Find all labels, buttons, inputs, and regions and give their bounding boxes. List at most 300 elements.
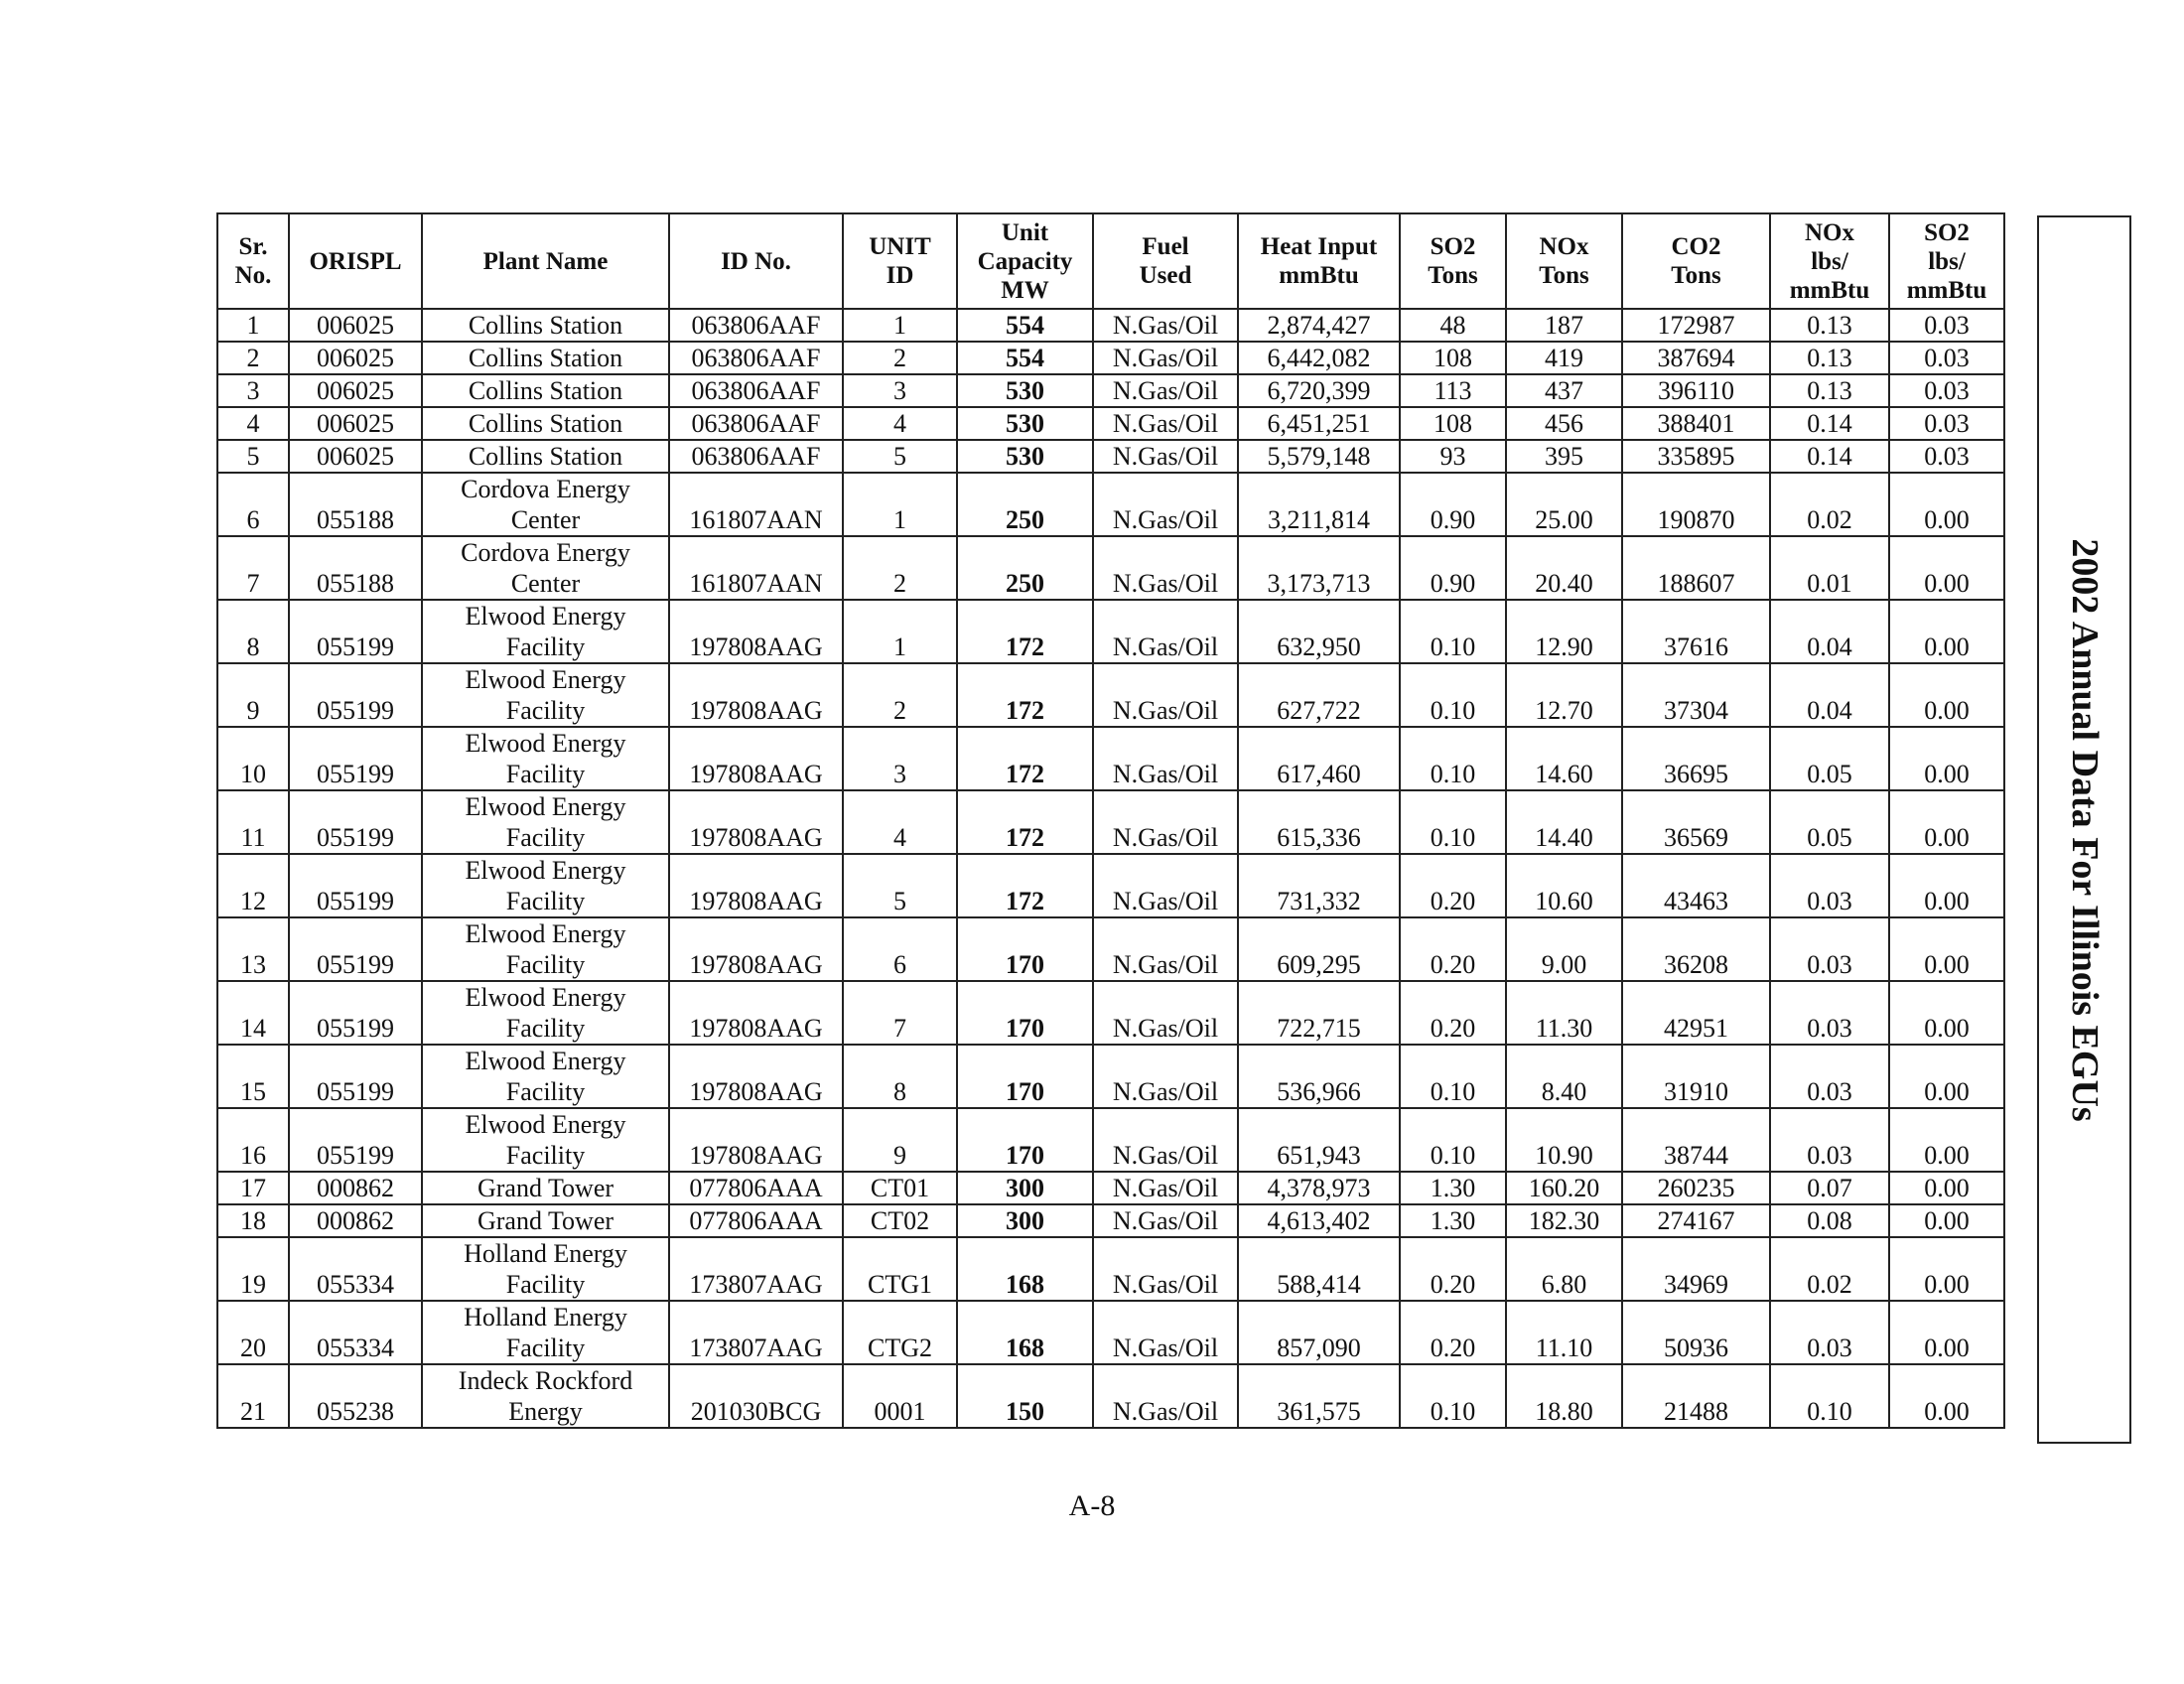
- cell-id-no: [669, 1301, 843, 1364]
- cell-text: 34969: [1664, 1270, 1728, 1299]
- cell-id-no: [669, 727, 843, 790]
- cell-sr-no: [217, 1364, 289, 1428]
- cell-nox-tons: [1506, 374, 1622, 407]
- cell-nox-tons: [1506, 1301, 1622, 1364]
- table-row: [217, 440, 2004, 473]
- column-header-line: ORISPL: [309, 247, 402, 275]
- cell-text: 006025: [317, 311, 394, 340]
- cell-text: Collins Station: [468, 311, 623, 340]
- cell-nox-lbs-mmbtu: [1770, 1301, 1889, 1364]
- cell-unit-capacity-mw: [957, 854, 1093, 917]
- cell-text: 173807AAG: [689, 1333, 823, 1362]
- cell-id-no: [669, 854, 843, 917]
- cell-nox-lbs-mmbtu: [1770, 440, 1889, 473]
- cell-unit-capacity-mw: [957, 1045, 1093, 1108]
- cell-sr-no: [217, 600, 289, 663]
- cell-text: 6.80: [1541, 1270, 1587, 1299]
- cell-text: Facility: [505, 1141, 586, 1170]
- cell-text: Cordova Energy: [461, 475, 630, 503]
- cell-heat-input-mmbtu: [1238, 407, 1400, 440]
- table-row: [217, 1364, 2004, 1428]
- cell-text: N.Gas/Oil: [1112, 696, 1219, 725]
- cell-unit-capacity-mw: [957, 342, 1093, 374]
- cell-nox-tons: [1506, 1204, 1622, 1237]
- table-row: [217, 917, 2004, 981]
- table-row: [217, 374, 2004, 407]
- cell-text: Elwood Energy: [465, 919, 626, 948]
- cell-text: 168: [1006, 1333, 1044, 1362]
- cell-text: 0.02: [1807, 1270, 1852, 1299]
- cell-co2-tons: [1622, 407, 1770, 440]
- column-header-line: Capacity: [977, 247, 1073, 275]
- cell-text: 8: [246, 632, 260, 661]
- cell-text: 530: [1006, 409, 1044, 438]
- cell-so2-lbs-mmbtu: [1889, 981, 2004, 1045]
- cell-text: 13: [240, 950, 266, 979]
- cell-text: 3,173,713: [1267, 569, 1371, 598]
- cell-text: 0.03: [1924, 344, 1970, 372]
- cell-sr-no: [217, 309, 289, 342]
- table-row: [217, 1301, 2004, 1364]
- cell-text: 0.03: [1924, 376, 1970, 405]
- cell-text: Collins Station: [468, 344, 623, 372]
- cell-so2-tons: [1400, 309, 1506, 342]
- cell-id-no: [669, 790, 843, 854]
- column-header-nox-tons: [1506, 213, 1622, 309]
- cell-fuel-used: [1093, 309, 1238, 342]
- cell-orispl: [289, 1172, 422, 1204]
- cell-text: 10: [240, 760, 266, 788]
- cell-text: 170: [1006, 1141, 1044, 1170]
- cell-text: 1: [246, 311, 260, 340]
- cell-so2-tons: [1400, 440, 1506, 473]
- column-header-line: ID No.: [721, 247, 791, 275]
- cell-text: 170: [1006, 1014, 1044, 1043]
- cell-nox-lbs-mmbtu: [1770, 1237, 1889, 1301]
- cell-text: 063806AAF: [691, 344, 821, 372]
- cell-text: 1: [893, 505, 906, 534]
- cell-so2-lbs-mmbtu: [1889, 309, 2004, 342]
- cell-nox-tons: [1506, 981, 1622, 1045]
- cell-unit-id: [843, 727, 957, 790]
- cell-text: N.Gas/Oil: [1112, 760, 1219, 788]
- column-header-line: mmBtu: [1789, 276, 1870, 304]
- cell-so2-tons: [1400, 981, 1506, 1045]
- cell-text: 113: [1433, 376, 1472, 405]
- cell-text: 2: [893, 344, 906, 372]
- cell-text: Holland Energy: [464, 1239, 627, 1268]
- cell-text: Facility: [505, 887, 586, 915]
- cell-fuel-used: [1093, 1108, 1238, 1172]
- cell-sr-no: [217, 1237, 289, 1301]
- cell-unit-capacity-mw: [957, 407, 1093, 440]
- cell-text: 37616: [1664, 632, 1728, 661]
- cell-text: 055188: [317, 505, 394, 534]
- cell-text: N.Gas/Oil: [1112, 950, 1219, 979]
- cell-nox-tons: [1506, 790, 1622, 854]
- cell-unit-id: [843, 1172, 957, 1204]
- column-header-sr-no: [217, 213, 289, 309]
- cell-text: 0.00: [1924, 569, 1970, 598]
- cell-text: 055199: [317, 1141, 394, 1170]
- cell-text: 055199: [317, 823, 394, 852]
- cell-text: 651,943: [1277, 1141, 1361, 1170]
- cell-text: 21: [240, 1397, 266, 1426]
- cell-so2-lbs-mmbtu: [1889, 1204, 2004, 1237]
- cell-text: Indeck Rockford: [458, 1366, 633, 1395]
- column-header-line: Heat Input: [1260, 233, 1378, 260]
- cell-text: Elwood Energy: [465, 729, 626, 758]
- cell-text: 388401: [1657, 409, 1735, 438]
- cell-text: 0.04: [1807, 696, 1852, 725]
- cell-id-no: [669, 600, 843, 663]
- cell-orispl: [289, 1237, 422, 1301]
- column-header-plant-name: [422, 213, 669, 309]
- column-header-orispl: [289, 213, 422, 309]
- cell-text: 0.13: [1807, 344, 1852, 372]
- cell-unit-capacity-mw: [957, 309, 1093, 342]
- cell-text: 0001: [874, 1397, 926, 1426]
- cell-text: Cordova Energy: [461, 538, 630, 567]
- cell-plant-name: [422, 473, 669, 536]
- cell-text: 14: [240, 1014, 266, 1043]
- cell-text: 15: [240, 1077, 266, 1106]
- cell-heat-input-mmbtu: [1238, 1204, 1400, 1237]
- cell-nox-lbs-mmbtu: [1770, 407, 1889, 440]
- cell-sr-no: [217, 536, 289, 600]
- table-row: [217, 1045, 2004, 1108]
- cell-text: 0.00: [1924, 1206, 1970, 1235]
- cell-sr-no: [217, 727, 289, 790]
- cell-text: 0.00: [1924, 1333, 1970, 1362]
- table-row: [217, 1237, 2004, 1301]
- cell-fuel-used: [1093, 1172, 1238, 1204]
- cell-text: 36695: [1664, 760, 1728, 788]
- cell-fuel-used: [1093, 536, 1238, 600]
- cell-text: 4: [246, 409, 260, 438]
- cell-unit-id: [843, 854, 957, 917]
- cell-unit-capacity-mw: [957, 1204, 1093, 1237]
- cell-text: 48: [1439, 311, 1466, 340]
- cell-so2-tons: [1400, 790, 1506, 854]
- cell-sr-no: [217, 473, 289, 536]
- cell-text: Grand Tower: [477, 1174, 614, 1202]
- cell-fuel-used: [1093, 407, 1238, 440]
- cell-text: 108: [1433, 409, 1472, 438]
- cell-sr-no: [217, 790, 289, 854]
- cell-text: 172987: [1657, 311, 1735, 340]
- cell-text: 0.03: [1807, 1014, 1852, 1043]
- cell-orispl: [289, 790, 422, 854]
- cell-nox-lbs-mmbtu: [1770, 663, 1889, 727]
- cell-unit-capacity-mw: [957, 1301, 1093, 1364]
- cell-text: 9: [246, 696, 260, 725]
- cell-plant-name: [422, 854, 669, 917]
- cell-text: Facility: [505, 1014, 586, 1043]
- cell-fuel-used: [1093, 440, 1238, 473]
- cell-text: Elwood Energy: [465, 1110, 626, 1139]
- table-row: [217, 536, 2004, 600]
- cell-unit-id: [843, 790, 957, 854]
- cell-text: 006025: [317, 409, 394, 438]
- column-header-line: Tons: [1428, 262, 1478, 289]
- cell-text: 3: [893, 376, 906, 405]
- cell-unit-capacity-mw: [957, 440, 1093, 473]
- cell-text: 3,211,814: [1267, 505, 1371, 534]
- cell-text: 530: [1006, 442, 1044, 471]
- cell-text: 6: [893, 950, 906, 979]
- cell-text: 0.03: [1924, 442, 1970, 471]
- cell-sr-no: [217, 1204, 289, 1237]
- cell-text: Elwood Energy: [465, 665, 626, 694]
- cell-text: 0.10: [1430, 632, 1476, 661]
- cell-text: 20.40: [1535, 569, 1593, 598]
- cell-unit-id: [843, 536, 957, 600]
- cell-text: N.Gas/Oil: [1112, 311, 1219, 340]
- cell-orispl: [289, 854, 422, 917]
- cell-so2-lbs-mmbtu: [1889, 663, 2004, 727]
- cell-orispl: [289, 309, 422, 342]
- column-header-line: No.: [234, 262, 272, 289]
- cell-text: 12.90: [1535, 632, 1593, 661]
- cell-so2-tons: [1400, 1301, 1506, 1364]
- cell-fuel-used: [1093, 790, 1238, 854]
- cell-orispl: [289, 1364, 422, 1428]
- cell-unit-id: [843, 342, 957, 374]
- cell-fuel-used: [1093, 374, 1238, 407]
- cell-heat-input-mmbtu: [1238, 374, 1400, 407]
- cell-co2-tons: [1622, 1237, 1770, 1301]
- cell-nox-tons: [1506, 1045, 1622, 1108]
- cell-text: 063806AAF: [691, 409, 821, 438]
- cell-unit-id: [843, 1204, 957, 1237]
- cell-unit-capacity-mw: [957, 663, 1093, 727]
- cell-text: 197808AAG: [689, 823, 823, 852]
- cell-text: 187: [1545, 311, 1583, 340]
- side-title: 2002 Annual Data For Illinois EGUs: [2063, 537, 2106, 1122]
- cell-text: Elwood Energy: [465, 856, 626, 885]
- cell-text: 168: [1006, 1270, 1044, 1299]
- cell-text: 0.03: [1807, 1141, 1852, 1170]
- cell-fuel-used: [1093, 1301, 1238, 1364]
- cell-text: 0.20: [1430, 1333, 1476, 1362]
- table-row: [217, 600, 2004, 663]
- cell-so2-lbs-mmbtu: [1889, 342, 2004, 374]
- cell-text: N.Gas/Oil: [1112, 1206, 1219, 1235]
- cell-id-no: [669, 981, 843, 1045]
- cell-text: 0.00: [1924, 823, 1970, 852]
- cell-text: 077806AAA: [689, 1206, 823, 1235]
- cell-unit-capacity-mw: [957, 981, 1093, 1045]
- cell-text: N.Gas/Oil: [1112, 1174, 1219, 1202]
- cell-text: CTG1: [868, 1270, 932, 1299]
- cell-so2-tons: [1400, 1237, 1506, 1301]
- cell-nox-tons: [1506, 917, 1622, 981]
- cell-heat-input-mmbtu: [1238, 600, 1400, 663]
- cell-text: 1: [893, 632, 906, 661]
- cell-heat-input-mmbtu: [1238, 440, 1400, 473]
- table-body: [217, 309, 2004, 1428]
- cell-text: 11.10: [1535, 1333, 1593, 1362]
- cell-text: 6,442,082: [1267, 344, 1371, 372]
- cell-text: 274167: [1657, 1206, 1735, 1235]
- cell-co2-tons: [1622, 600, 1770, 663]
- cell-heat-input-mmbtu: [1238, 663, 1400, 727]
- cell-plant-name: [422, 374, 669, 407]
- cell-unit-id: [843, 1108, 957, 1172]
- cell-text: Elwood Energy: [465, 983, 626, 1012]
- cell-nox-tons: [1506, 407, 1622, 440]
- cell-so2-lbs-mmbtu: [1889, 1045, 2004, 1108]
- cell-unit-capacity-mw: [957, 600, 1093, 663]
- cell-text: N.Gas/Oil: [1112, 409, 1219, 438]
- cell-unit-id: [843, 407, 957, 440]
- cell-text: 0.00: [1924, 1014, 1970, 1043]
- cell-text: 4: [893, 409, 906, 438]
- cell-text: 21488: [1664, 1397, 1728, 1426]
- table-row: [217, 663, 2004, 727]
- cell-co2-tons: [1622, 473, 1770, 536]
- cell-so2-lbs-mmbtu: [1889, 440, 2004, 473]
- cell-fuel-used: [1093, 1045, 1238, 1108]
- cell-nox-lbs-mmbtu: [1770, 374, 1889, 407]
- cell-text: 0.03: [1807, 1077, 1852, 1106]
- cell-so2-tons: [1400, 663, 1506, 727]
- cell-text: 1: [893, 311, 906, 340]
- cell-text: Center: [510, 505, 581, 534]
- cell-text: 055334: [317, 1333, 394, 1362]
- cell-nox-tons: [1506, 727, 1622, 790]
- column-header-fuel-used: [1093, 213, 1238, 309]
- cell-text: 536,966: [1277, 1077, 1361, 1106]
- cell-text: 14.60: [1535, 760, 1593, 788]
- cell-co2-tons: [1622, 440, 1770, 473]
- side-title-box: [2037, 215, 2131, 1444]
- cell-text: 5: [893, 442, 906, 471]
- cell-so2-tons: [1400, 1045, 1506, 1108]
- cell-so2-lbs-mmbtu: [1889, 727, 2004, 790]
- cell-so2-lbs-mmbtu: [1889, 1172, 2004, 1204]
- cell-unit-id: [843, 440, 957, 473]
- cell-so2-lbs-mmbtu: [1889, 374, 2004, 407]
- cell-sr-no: [217, 1108, 289, 1172]
- cell-nox-lbs-mmbtu: [1770, 536, 1889, 600]
- cell-text: 4,613,402: [1267, 1206, 1371, 1235]
- cell-unit-id: [843, 600, 957, 663]
- cell-so2-lbs-mmbtu: [1889, 1108, 2004, 1172]
- cell-text: 2: [246, 344, 260, 372]
- cell-unit-capacity-mw: [957, 917, 1093, 981]
- cell-text: 1.30: [1430, 1174, 1476, 1202]
- cell-text: 172: [1006, 696, 1044, 725]
- cell-id-no: [669, 536, 843, 600]
- cell-text: 10.60: [1535, 887, 1593, 915]
- column-header-line: SO2: [1924, 218, 1970, 246]
- cell-text: 42951: [1664, 1014, 1728, 1043]
- cell-text: 38744: [1664, 1141, 1728, 1170]
- cell-id-no: [669, 440, 843, 473]
- cell-plant-name: [422, 440, 669, 473]
- cell-text: 31910: [1664, 1077, 1728, 1106]
- cell-text: 250: [1006, 569, 1044, 598]
- cell-text: 197808AAG: [689, 760, 823, 788]
- cell-id-no: [669, 1172, 843, 1204]
- cell-nox-lbs-mmbtu: [1770, 727, 1889, 790]
- cell-text: 063806AAF: [691, 311, 821, 340]
- cell-unit-capacity-mw: [957, 1108, 1093, 1172]
- cell-text: 300: [1006, 1206, 1044, 1235]
- column-header-line: NOx: [1539, 233, 1589, 260]
- cell-so2-lbs-mmbtu: [1889, 1301, 2004, 1364]
- cell-orispl: [289, 1108, 422, 1172]
- cell-text: 0.10: [1430, 1141, 1476, 1170]
- cell-co2-tons: [1622, 981, 1770, 1045]
- cell-text: 197808AAG: [689, 696, 823, 725]
- cell-nox-tons: [1506, 854, 1622, 917]
- cell-text: 617,460: [1277, 760, 1361, 788]
- cell-text: 0.03: [1924, 409, 1970, 438]
- cell-text: Elwood Energy: [465, 602, 626, 631]
- cell-nox-lbs-mmbtu: [1770, 917, 1889, 981]
- cell-text: 197808AAG: [689, 632, 823, 661]
- cell-orispl: [289, 1301, 422, 1364]
- cell-unit-capacity-mw: [957, 1364, 1093, 1428]
- cell-unit-id: [843, 374, 957, 407]
- cell-nox-tons: [1506, 440, 1622, 473]
- cell-text: N.Gas/Oil: [1112, 1397, 1219, 1426]
- cell-text: Grand Tower: [477, 1206, 614, 1235]
- table-row: [217, 854, 2004, 917]
- cell-unit-capacity-mw: [957, 727, 1093, 790]
- cell-text: 554: [1006, 311, 1044, 340]
- cell-text: 0.00: [1924, 950, 1970, 979]
- cell-text: 0.00: [1924, 1077, 1970, 1106]
- cell-id-no: [669, 917, 843, 981]
- cell-text: 609,295: [1277, 950, 1361, 979]
- cell-plant-name: [422, 1172, 669, 1204]
- cell-co2-tons: [1622, 1045, 1770, 1108]
- cell-unit-id: [843, 1237, 957, 1301]
- cell-text: N.Gas/Oil: [1112, 1270, 1219, 1299]
- cell-co2-tons: [1622, 727, 1770, 790]
- cell-text: N.Gas/Oil: [1112, 887, 1219, 915]
- cell-text: 108: [1433, 344, 1472, 372]
- cell-unit-capacity-mw: [957, 1237, 1093, 1301]
- cell-text: N.Gas/Oil: [1112, 823, 1219, 852]
- cell-text: 25.00: [1535, 505, 1593, 534]
- cell-fuel-used: [1093, 1237, 1238, 1301]
- cell-text: 0.08: [1807, 1206, 1852, 1235]
- cell-nox-tons: [1506, 1108, 1622, 1172]
- cell-text: 36208: [1664, 950, 1728, 979]
- cell-so2-lbs-mmbtu: [1889, 854, 2004, 917]
- cell-text: 0.05: [1807, 760, 1852, 788]
- cell-text: 055199: [317, 760, 394, 788]
- table-row: [217, 1108, 2004, 1172]
- cell-sr-no: [217, 917, 289, 981]
- cell-text: 161807AAN: [689, 569, 823, 598]
- cell-text: CTG2: [868, 1333, 932, 1362]
- cell-text: 43463: [1664, 887, 1728, 915]
- cell-text: 2,874,427: [1267, 311, 1371, 340]
- cell-text: 0.00: [1924, 760, 1970, 788]
- page-number: A-8: [1068, 1489, 1116, 1522]
- cell-text: 0.05: [1807, 823, 1852, 852]
- cell-heat-input-mmbtu: [1238, 981, 1400, 1045]
- cell-text: 437: [1545, 376, 1583, 405]
- cell-orispl: [289, 663, 422, 727]
- cell-orispl: [289, 1204, 422, 1237]
